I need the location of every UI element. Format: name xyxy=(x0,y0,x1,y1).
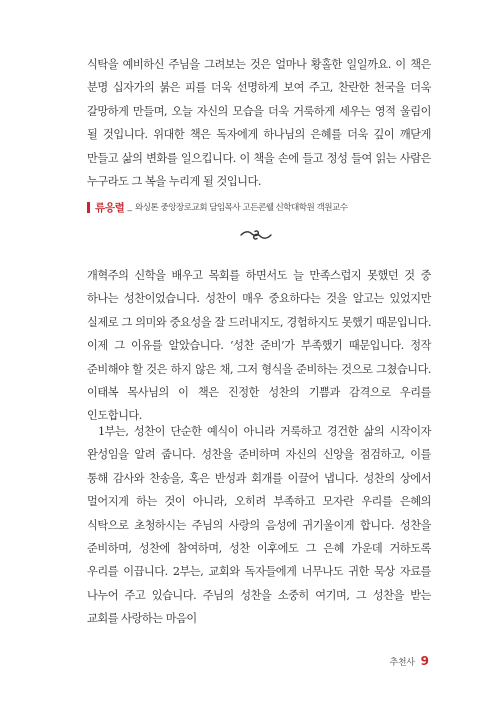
author-title: 와싱톤 중앙장로교회 담임목사 고든콘웰 신학대학원 객원교수 xyxy=(135,203,348,213)
body-paragraph-2: 1부는, 성찬이 단순한 예식이 아니라 거룩하고 경건한 삶의 시작이자 완성임을 알려 줍니다. 성찬을 준비하며 자신의 신앙을 점검하고, 이를 통해 감사와 찬송을, 혹은 반성과 회개를 이끌어 냅니다. 성찬의 상에서 멀어지게 하는 것이 아니라, 오히려 부족하고 모자란 우리를 은혜의 식탁으로 초청하시는 주님의 사랑의 음성에 귀기울이게 합니다. 성찬을 준비하며, 성찬에 참여하며, 성찬 이후에도 그 은혜 가운데 거하도록 우리를 이끕니다. 2부는, 교회와 독자들에게 너무나도 귀한 묵상 자료를 나누어 주고 있습니다. 주님의 성찬을 소중히 여기며, 그 성찬을 받는 교회를 사랑하는 마음이 xyxy=(87,425,431,626)
page-number: 9 xyxy=(420,654,429,668)
author-marker-bar xyxy=(87,202,90,213)
page-footer xyxy=(389,654,429,668)
author-separator: _ xyxy=(127,202,133,212)
author-attribution xyxy=(87,199,431,215)
author-name: 류응렬 xyxy=(95,201,125,214)
swirl-ornament-icon xyxy=(238,227,274,243)
body-paragraph-1: 개혁주의 신학을 배우고 목회를 하면서도 늘 만족스럽지 못했던 것 중 하나는 성찬이었습니다. 성찬이 매우 중요하다는 것을 알고는 있었지만 실제로 그 의미와 중요성을 잘 드러내지도, 경험하지도 못했기 때문입니다. 이제 그 이유를 알았습니다. ‘성찬 준비’가 부족했기 때문입니다. 정작 준비해야 할 것은 하지 않은 채, 그저 형식을 준비하는 것으로 그쳤습니다. 이태복 목사님의 이 책은 진정한 성찬의 기쁨과 감격으로 우리를 인도합니다. xyxy=(87,269,431,423)
section-label: 추천사 xyxy=(389,658,415,668)
recommendation-paragraph: 식탁을 예비하신 주님을 그려보는 것은 얼마나 황홀한 일일까요. 이 책은 분명 십자가의 붉은 피를 더욱 선명하게 보여 주고, 찬란한 천국을 더욱 갈망하게 만들며, 오늘 자신의 모습을 더욱 거룩하게 세우는 영적 울림이 될 것입니다. 위대한 책은 독자에게 하나님의 은혜를 더욱 깊이 깨닫게 만들고 삶의 변화를 일으킵니다. 이 책을 손에 들고 정성 들여 읽는 사람은 누구라도 그 복을 누리게 될 것입니다. xyxy=(87,58,431,189)
